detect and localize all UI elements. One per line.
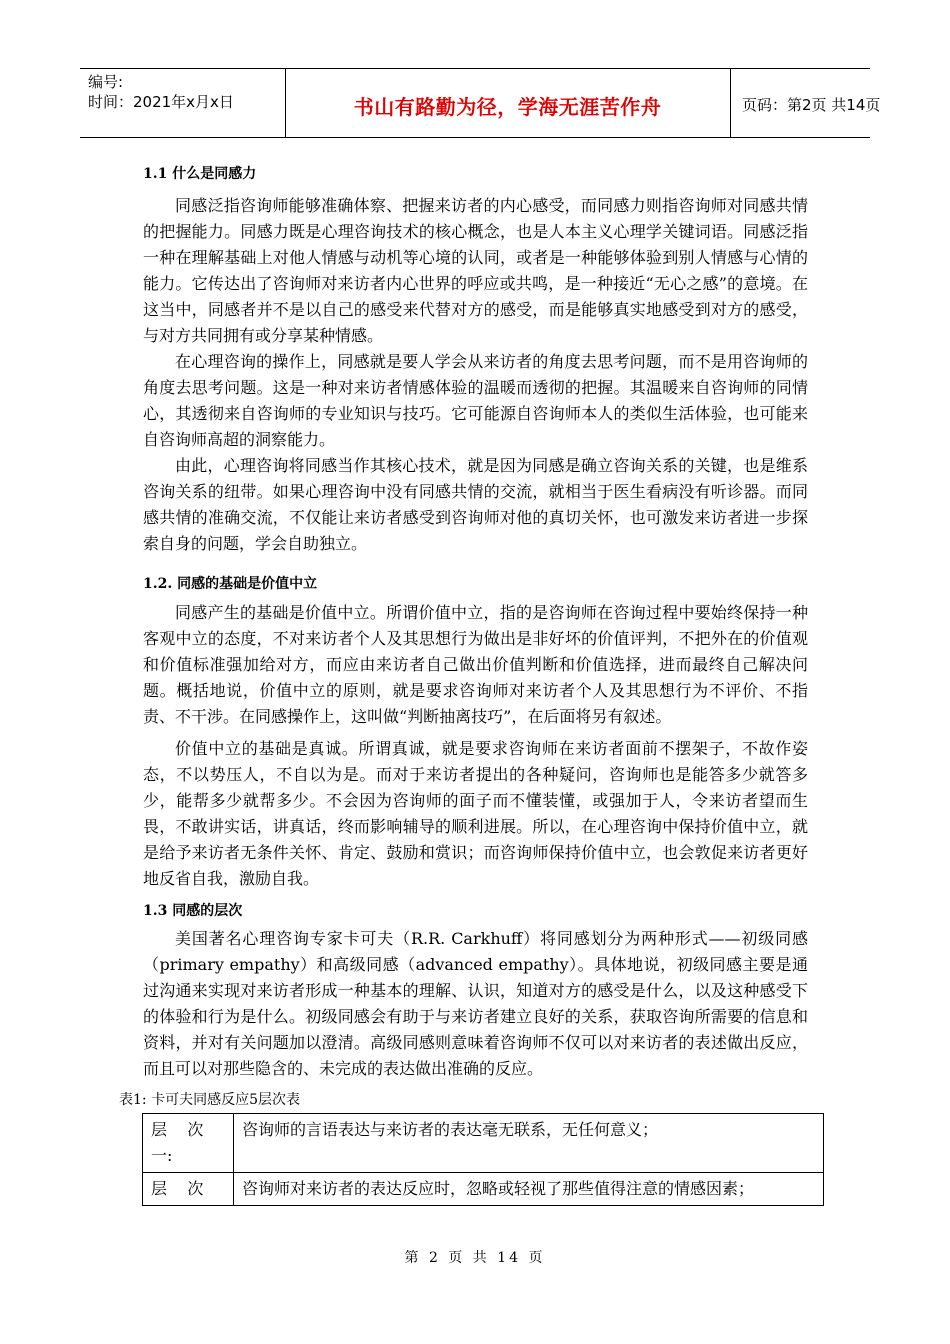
section-1-2-paragraph-1 — [143, 600, 808, 730]
paragraph-text: 由此，心理咨询将同感当作其核心技术，就是因为同感是确立咨询关系的关键，也是维系咨询关系的纽带。如果心理咨询中没有同感共情的交流，就相当于医生看病没有听诊器。而同感共情的准确交流，不仅能让来访者感受到咨询师对他的真切关怀，也可激发来访者进一步探索自身的问题，学会自助独立。 — [143, 456, 808, 553]
section-1-1-paragraph-1 — [143, 193, 808, 349]
paragraph-text: 美国著名心理咨询专家卡可夫（R.R. Carkhuff）将同感划分为两种形式——初级同感（primary empathy）和高级同感（advanced empathy）。具体地说，初级同感主要是通过沟通来实现对来访者形成一种基本的理解、认识，知道对方的感受是什么，以及这种感受下的体验和行为是什么。初级同感会有助于与来访者建立良好的关系，获取咨询所需要的信息和资料，并对有关问题加以澄清。高级同感则意味着咨询师不仅可以对来访者的表述做出反应，而且可以对那些隐含的、未完成的表达做出准确的反应。 — [143, 929, 808, 1078]
table-cell-description: 咨询师的言语表达与来访者的表达毫无联系，无任何意义； — [234, 1114, 824, 1173]
header-page-cell — [730, 69, 881, 137]
table-cell-level — [143, 1114, 234, 1173]
header-motto: 书山有路勤为径，学海无涯苦作舟 — [353, 95, 662, 119]
header-info-cell — [80, 69, 286, 137]
paragraph-text: 价值中立的基础是真诚。所谓真诚，就是要求咨询师在来访者面前不摆架子，不故作姿态，不以势压人，不自以为是。而对于来访者提出的各种疑问，咨询师也是能答多少就答多少，能帮多少就帮多少。不会因为咨询师的面子而不懂装懂，或强加于人，令来访者望而生畏，不敢讲实话，讲真话，终而影响辅导的顺利进展。所以，在心理咨询中保持价值中立，就是给予来访者无条件关怀、肯定、鼓励和赏识；而咨询师保持价值中立，也会敦促来访者更好地反省自我，激励自我。 — [143, 739, 808, 888]
section-heading-1-3: 1.3 同感的层次 — [143, 903, 243, 919]
level-number: 一: — [151, 1146, 173, 1165]
table-row — [143, 1173, 824, 1206]
section-1-2-paragraph-2 — [143, 736, 808, 892]
section-1-1-paragraph-2 — [143, 349, 808, 453]
section-1-3-paragraph-1 — [143, 926, 808, 1082]
level-label: 层 次 — [151, 1179, 204, 1198]
table-cell-level — [143, 1173, 234, 1206]
page-footer: 第 2 页 共 14 页 — [404, 1250, 546, 1266]
paragraph-text: 同感产生的基础是价值中立。所谓价值中立，指的是咨询师在咨询过程中要始终保持一种客观中立的态度，不对来访者个人及其思想行为做出是非好坏的价值评判，不把外在的价值观和价值标准强加给对方，而应由来访者自己做出价值判断和价值选择，进而最终自己解决问题。概括地说，价值中立的原则，就是要求咨询师对来访者个人及其思想行为不评价、不指责、不干涉。在同感操作上，这叫做“判断抽离技巧”，在后面将另有叙述。 — [143, 603, 808, 726]
paragraph-text: 同感泛指咨询师能够准确体察、把握来访者的内心感受，而同感力则指咨询师对同感共情的把握能力。同感力既是心理咨询技术的核心概念，也是人本主义心理学关键词语。同感泛指一种在理解基础上对他人情感与动机等心境的认同，或者是一种能够体验到别人情感与心情的能力。它传达出了咨询师对来访者内心世界的呼应或共鸣，是一种接近“无心之感”的意境。在这当中，同感者并不是以自己的感受来代替对方的感受，而是能够真实地感受到对方的感受，与对方共同拥有或分享某种情感。 — [143, 196, 808, 345]
paragraph-text: 在心理咨询的操作上，同感就是要人学会从来访者的角度去思考问题，而不是用咨询师的角度去思考问题。这是一种对来访者情感体验的温暖而透彻的把握。其温暖来自咨询师的同情心，其透彻来自咨询师的专业知识与技巧。它可能源自咨询师本人的类似生活体验，也可能来自咨询师高超的洞察能力。 — [143, 352, 808, 449]
section-1-1-paragraph-3 — [143, 453, 808, 557]
empathy-levels-table — [142, 1113, 824, 1206]
table-row — [143, 1114, 824, 1173]
section-heading-1-2: 1.2. 同感的基础是价值中立 — [143, 576, 318, 592]
table-caption: 表1: 卡可夫同感反应5层次表 — [119, 1092, 300, 1108]
header-motto-cell — [285, 69, 731, 137]
section-heading-1-1: 1.1 什么是同感力 — [143, 166, 257, 182]
table-cell-description: 咨询师对来访者的表达反应时，忽略或轻视了那些值得注意的情感因素； — [234, 1173, 824, 1206]
document-number-label: 编号: — [88, 73, 124, 91]
page-header — [80, 68, 881, 138]
level-label: 层 次 — [151, 1120, 204, 1139]
header-page-info: 页码：第2页 共14页 — [742, 96, 881, 114]
document-time-label: 时间：2021年x月x日 — [88, 93, 234, 111]
